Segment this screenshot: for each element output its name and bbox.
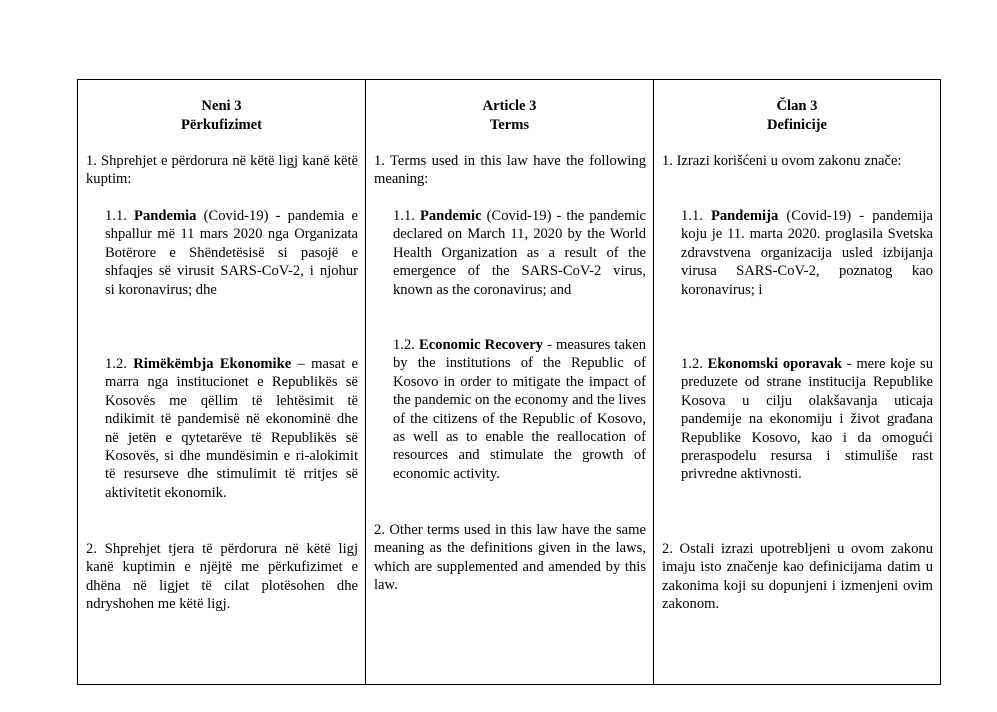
paragraph-1-2 [681, 355, 933, 484]
paragraph-number: 1.1. [393, 208, 415, 224]
definition-text: - measures taken by the institutions of the Republic of Kosovo in order to mitigate the impact of the pandemic on the economy and the lives of the citizens of the Republic of Kosovo, as well as to enable the reallocation of resources and stimulate the growth of economic activity. [393, 337, 646, 482]
paragraph-1: 1. Izrazi korišćeni u ovom zakonu znače: [662, 153, 902, 169]
article-heading [78, 97, 365, 134]
paragraph-number: 1.2. [393, 337, 415, 353]
definition-text: – masat e marra nga institucionet e Republikës së Kosovës me qëllim të lehtësimit të ndikimit të pandemisë në ekonominë dhe në jetën e qytetarëve të Republikës së Kosovës, si dhe mundësimin e ri-alokimit të resurseve dhe stimulimit të rritjes së aktivitetit ekonomik. [105, 356, 359, 501]
article-number: Član 3 [776, 98, 818, 114]
column-albanian [78, 80, 366, 684]
paragraph-1-2 [393, 336, 646, 483]
article-number: Neni 3 [201, 98, 242, 114]
definition-text: - mere koje su preduzete od strane institucija Republike Kosova u cilju olakšavanja uticaja pandemije na ekonomiju i život građana Republike Kosovo, kao i da omogući preraspodelu resursa i stimuliše rast privredne aktivnosti. [681, 356, 933, 483]
paragraph-2: 2. Other terms used in this law have the same meaning as the definitions given in the laws, which are supplemented and amended by this law. [374, 522, 646, 594]
paragraph-number: 1.1. [681, 208, 703, 224]
article-title: Përkufizimet [180, 116, 263, 133]
paragraph-1-1 [393, 207, 646, 299]
article-title: Definicije [767, 116, 827, 133]
trilingual-article-table [77, 79, 941, 685]
defined-term: Economic Recovery [418, 337, 543, 353]
defined-term: Pandemija [710, 208, 779, 224]
column-english [366, 80, 654, 684]
article-heading [654, 97, 940, 134]
paragraph-1: 1. Terms used in this law have the following meaning: [374, 153, 646, 188]
defined-term: Pandemia [134, 208, 197, 224]
paragraph-number: 1.1. [105, 208, 127, 224]
defined-term: Ekonomski oporavak [707, 356, 843, 372]
paragraph-2: 2. Ostali izrazi upotrebljeni u ovom zakonu imaju isto značenje kao definicijama datim u zakonima koji su dopunjeni i izmenjeni ovim zakonom. [662, 541, 933, 613]
definition-text: (Covid-19) - pandemija koju je 11. marta 2020. proglasila Svetska zdravstvena organizacija usled izbijanja virusa SARS-CoV-2, poznatog kao koronavirus; i [681, 208, 933, 298]
paragraph-1-2 [105, 355, 358, 502]
article-title: Terms [489, 116, 530, 133]
definition-text: (Covid-19) - pandemia e shpallur më 11 mars 2020 nga Organizata Botërore e Shëndetësisë si pasojë e shfaqjes së virusit SARS-CoV-2, i njohur si koronavirus; dhe [105, 208, 358, 298]
definition-text: (Covid-19) - the pandemic declared on March 11, 2020 by the World Health Organization as a result of the emergence of the SARS-CoV-2 virus, known as the coronavirus; and [393, 208, 646, 298]
defined-term: Pandemic [419, 208, 482, 224]
paragraph-number: 1.2. [681, 356, 703, 372]
paragraph-1: 1. Shprehjet e përdorura në këtë ligj kanë këtë kuptim: [86, 153, 358, 188]
paragraph-1-1 [681, 207, 933, 299]
paragraph-1-1 [105, 207, 358, 299]
column-serbian [654, 80, 940, 684]
paragraph-number: 1.2. [105, 356, 127, 372]
article-number: Article 3 [482, 98, 537, 114]
article-heading [366, 97, 653, 134]
paragraph-2: 2. Shprehjet tjera të përdorura në këtë ligj kanë kuptimin e njëjtë me përkufizimet e dhëna në ligjet të cilat plotësohen dhe ndryshohen me këtë ligj. [86, 541, 358, 613]
defined-term: Rimëkëmbja Ekonomike [133, 356, 292, 372]
